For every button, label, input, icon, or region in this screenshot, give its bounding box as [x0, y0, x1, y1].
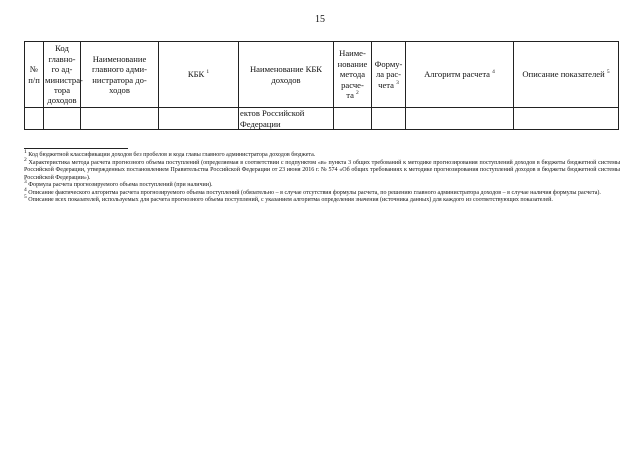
- footnote-ref: 2: [356, 90, 359, 97]
- revenue-forecast-table: [24, 41, 619, 130]
- header-text: Форму-ла рас-чета: [374, 58, 403, 90]
- header-text: КБК: [187, 69, 205, 80]
- table-cell: [81, 108, 159, 130]
- footnote-ref: 1: [206, 69, 210, 76]
- table-cell: [44, 108, 81, 130]
- col-header-kbk-name: [239, 42, 334, 108]
- footnote-ref: 4: [492, 69, 495, 76]
- col-header-formula: [372, 42, 406, 108]
- footnote-text: Характеристика метода расчета прогнозного объема поступлений (определяемая в соответствии с подпунктом «в» пункта 3 общих требований к методике прогнозирования поступлений доходов в бюджеты бюджетной системы Российской Федерации, утвержденных постановлением Правительства Российской Федерации от 23 июня 2016 г. № 574 «Об общих требованиях к методике прогнозирования поступлений доходов в бюджеты бюджетной системы Российской Федерации»).: [24, 159, 621, 181]
- footnote: [24, 179, 620, 190]
- footnote-marker: 1: [24, 149, 27, 155]
- footnote-marker: 2: [24, 156, 27, 163]
- col-header-indicators: [514, 42, 619, 108]
- page-number: 15: [315, 14, 325, 25]
- col-header-admin-code: [44, 42, 81, 108]
- col-header-number: [25, 42, 44, 108]
- table-cell: [406, 108, 514, 130]
- footnote-ref: 5: [606, 69, 610, 76]
- header-text: Наиме-нование метода расче-та: [337, 48, 368, 101]
- header-text: № п/п: [28, 64, 40, 85]
- table-cell: [159, 108, 239, 130]
- footnote: [24, 194, 620, 205]
- table-header-row: [25, 42, 619, 108]
- table-cell: ектов Российской Федерации: [239, 108, 334, 130]
- table-row: [25, 108, 619, 130]
- footnote-text: Описание всех показателей, используемых для расчета прогнозного объема поступлений, с указанием алгоритма определения значения (источника данных) для каждого из соответствующих показателей.: [28, 197, 553, 204]
- col-header-method-name: [334, 42, 372, 108]
- footnote-marker: 5: [24, 194, 27, 201]
- footnote-marker: 4: [24, 186, 27, 193]
- col-header-admin-name: [81, 42, 159, 108]
- footnote-text: Код бюджетной классификации доходов без пробелов и кода главы главного администратора доходов бюджета.: [28, 152, 316, 159]
- footnote: [24, 149, 620, 160]
- col-header-kbk: [159, 42, 239, 108]
- table-cell: [334, 108, 372, 130]
- footnote-text: Описание фактического алгоритма расчета прогнозируемого объема поступлений (обязательно – в случае отсутствия формулы расчета, по решению главного администратора доходов – в случае наличия формулы расчета).: [28, 189, 601, 196]
- footnote-ref: 3: [396, 79, 399, 86]
- table-cell: [372, 108, 406, 130]
- header-text: Наименование главного адми-нистратора до-ходов: [92, 53, 147, 95]
- header-text: Алгоритм расчета: [424, 69, 490, 80]
- header-text: Описание показателей: [522, 69, 605, 80]
- col-header-algorithm: [406, 42, 514, 108]
- footnote-separator: [24, 148, 128, 149]
- table-cell: [25, 108, 44, 130]
- header-text: Наименование КБК доходов: [249, 64, 323, 85]
- footnotes: [24, 149, 621, 205]
- header-text: Код главно-го ад-министра-тора доходов: [45, 43, 83, 106]
- footnote-marker: 3: [24, 179, 27, 186]
- footnote-text: Формула расчета прогнозируемого объема поступлений (при наличии).: [28, 182, 213, 189]
- table-cell: [514, 108, 619, 130]
